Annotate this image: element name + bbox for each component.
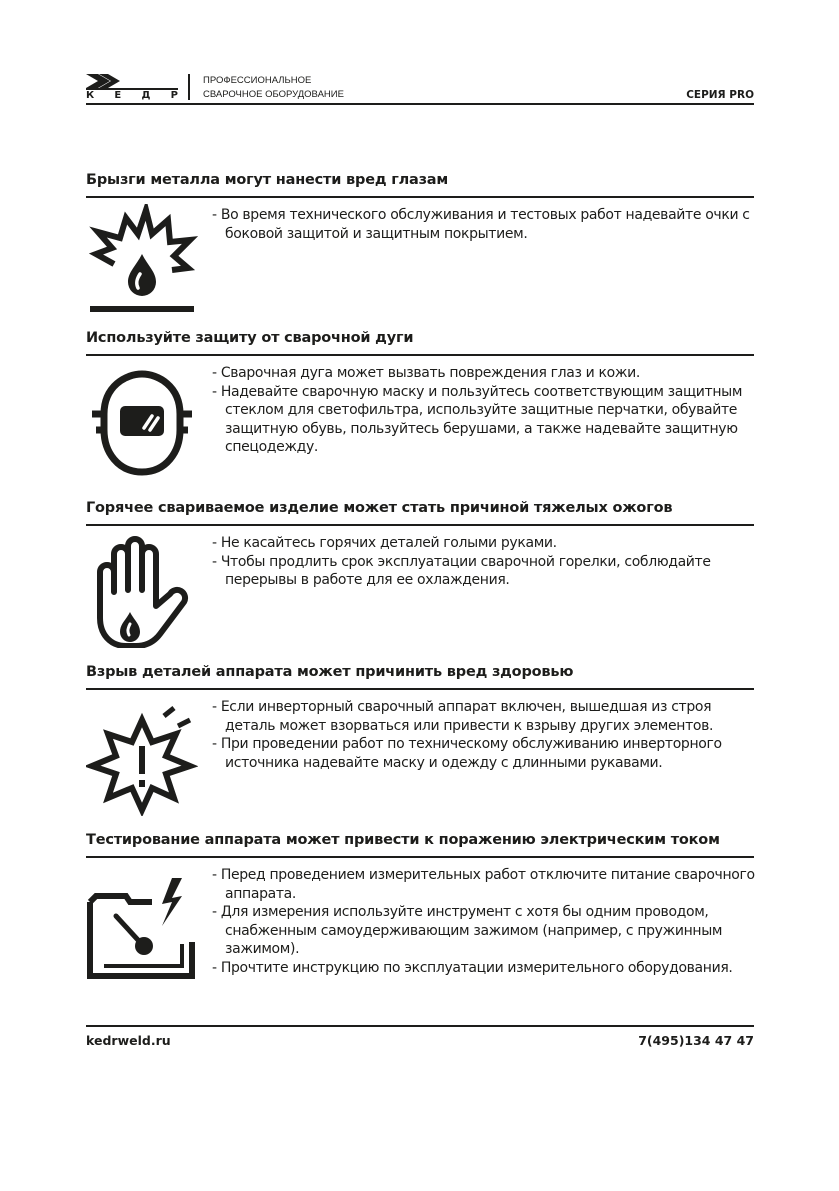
section-title: Взрыв деталей аппарата может причинить вред здоровью <box>86 664 574 680</box>
section-bullet-list <box>212 866 757 978</box>
logo-letter: Е <box>114 90 122 101</box>
tagline-line-1: ПРОФЕССИОНАЛЬНОЕ <box>203 75 312 86</box>
logo-letter: Д <box>141 90 151 101</box>
header-tagline <box>203 74 344 102</box>
page-header <box>86 72 754 104</box>
section-divider <box>86 524 754 526</box>
electric-shock-icon <box>86 872 198 984</box>
section-title: Тестирование аппарата может привести к поражению электрическим током <box>86 832 720 848</box>
section-bullet-list <box>212 206 757 243</box>
logo-divider <box>188 74 190 100</box>
list-item: - Надевайте сварочную маску и пользуйтесь соответствующим защитным стеклом для светофильтра, используйте защитные перчатки, обувайте защитную обувь, пользуйтесь берушами, а также надевайте защитную спецодежду. <box>212 383 757 457</box>
footer-website: kedrweld.ru <box>86 1033 171 1048</box>
section-title: Используйте защиту от сварочной дуги <box>86 330 414 346</box>
logo-letter: Р <box>170 90 178 101</box>
list-item: - Сварочная дуга может вызвать повреждения глаз и кожи. <box>212 364 757 383</box>
list-item: - Во время технического обслуживания и тестовых работ надевайте очки с боковой защитой и защитным покрытием. <box>212 206 757 243</box>
section-bullet-list <box>212 534 757 590</box>
list-item: - Перед проведением измерительных работ отключите питание сварочного аппарата. <box>212 866 757 903</box>
explosion-warning-icon <box>86 704 198 816</box>
logo-wordmark <box>86 90 178 101</box>
spark-drop-icon <box>86 204 198 316</box>
footer-phone: 7(495)134 47 47 <box>638 1033 754 1048</box>
section-bullet-list <box>212 698 757 772</box>
section-title: Брызги металла могут нанести вред глазам <box>86 172 449 188</box>
list-item: - Прочтите инструкцию по эксплуатации измерительного оборудования. <box>212 959 757 978</box>
logo-letter: К <box>86 90 95 101</box>
kedr-logo-mark-icon <box>86 72 178 90</box>
section-title: Горячее свариваемое изделие может стать причиной тяжелых ожогов <box>86 500 673 516</box>
kedr-logo <box>86 72 178 102</box>
list-item: - При проведении работ по техническому обслуживанию инверторного источника надевайте маску и одежду с длинными рукавами. <box>212 735 757 772</box>
list-item: - Не касайтесь горячих деталей голыми руками. <box>212 534 757 553</box>
section-bullet-list <box>212 364 757 457</box>
section-divider <box>86 856 754 858</box>
list-item: - Чтобы продлить срок эксплуатации сварочной горелки, соблюдайте перерывы в работе для ее охлаждения. <box>212 553 757 590</box>
hand-flame-icon <box>86 536 198 648</box>
footer-divider <box>86 1025 754 1027</box>
header-divider <box>86 103 754 105</box>
section-divider <box>86 196 754 198</box>
section-divider <box>86 688 754 690</box>
list-item: - Для измерения используйте инструмент с хотя бы одним проводом, снабженным самоудерживающим зажимом (например, с пружинным зажимом). <box>212 903 757 959</box>
tagline-line-2: СВАРОЧНОЕ ОБОРУДОВАНИЕ <box>203 89 344 100</box>
section-divider <box>86 354 754 356</box>
list-item: - Если инверторный сварочный аппарат включен, вышедшая из строя деталь может взорваться или привести к взрыву других элементов. <box>212 698 757 735</box>
welding-mask-icon <box>86 368 198 480</box>
series-label: СЕРИЯ PRO <box>686 89 754 101</box>
